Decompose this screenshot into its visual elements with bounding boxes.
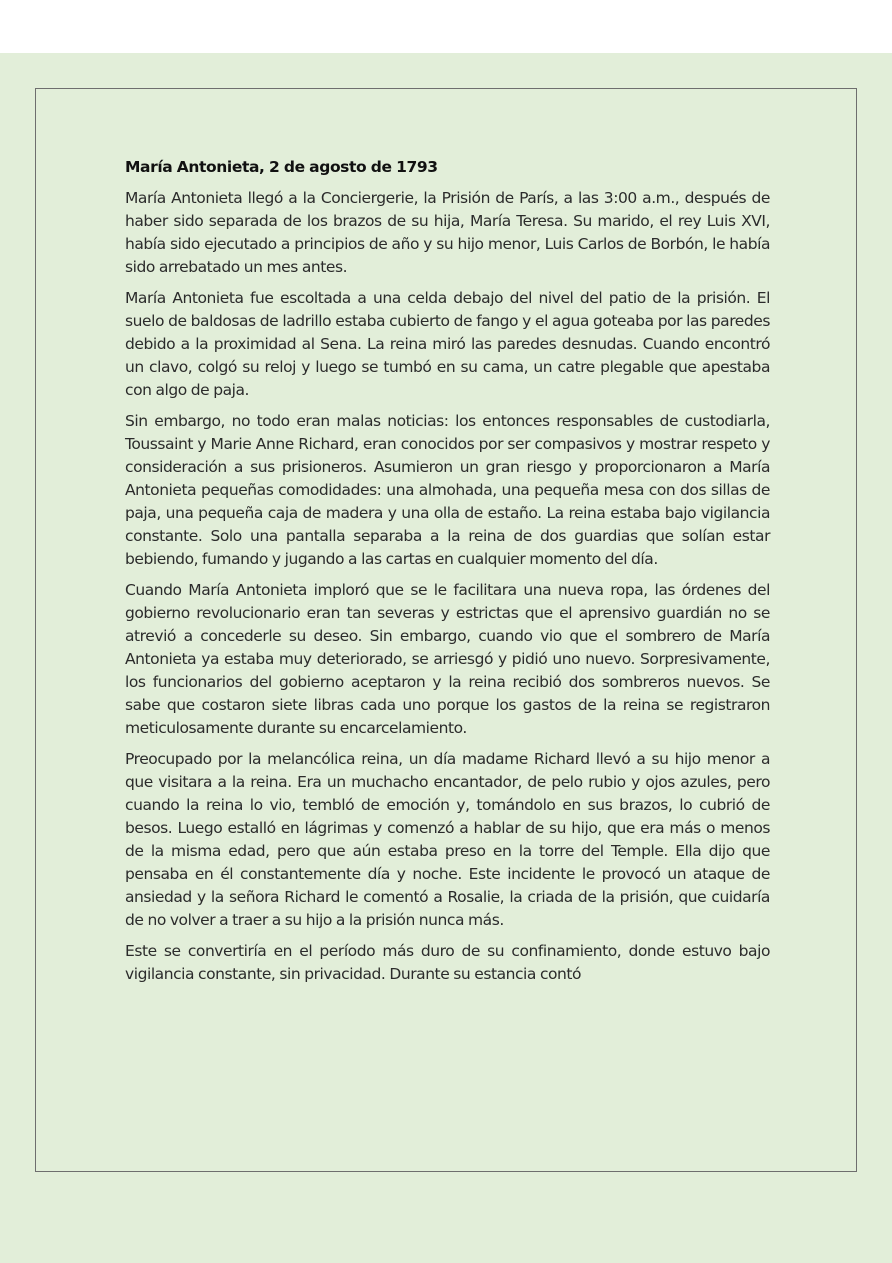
document-title: María Antonieta, 2 de agosto de 1793 bbox=[125, 158, 438, 176]
paragraph-6: Este se convertiría en el período más duro de su confinamiento, donde estuvo bajo vigilancia constante, sin privacidad. Durante su estancia contó bbox=[125, 942, 770, 983]
paragraph-3: Sin embargo, no todo eran malas noticias: los entonces responsables de custodiarla, Toussaint y Marie Anne Richard, eran conocidos por ser compasivos y mostrar respeto y consideración a sus prisioneros. Asumieron un gran riesgo y proporcionaron a María Antonieta pequeñas comodidades: una almohada, una pequeña mesa con dos sillas de paja, una pequeña caja de madera y una olla de estaño. La reina estaba bajo vigilancia constante. Solo una pantalla separaba a la reina de dos guardias que solían estar bebiendo, fumando y jugando a las cartas en cualquier momento del día. bbox=[125, 412, 770, 568]
paragraph-2: María Antonieta fue escoltada a una celda debajo del nivel del patio de la prisión. El suelo de baldosas de ladrillo estaba cubierto de fango y el agua goteaba por las paredes debido a la proximidad al Sena. La reina miró las paredes desnudas. Cuando encontró un clavo, colgó su reloj y luego se tumbó en su cama, un catre plegable que apestaba con algo de paja. bbox=[125, 289, 770, 399]
paragraph-1: María Antonieta llegó a la Conciergerie, la Prisión de París, a las 3:00 a.m., después de haber sido separada de los brazos de su hija, María Teresa. Su marido, el rey Luis XVI, había sido ejecutado a principios de año y su hijo menor, Luis Carlos de Borbón, le había sido arrebatado un mes antes. bbox=[125, 189, 770, 276]
paragraph-4: Cuando María Antonieta imploró que se le facilitara una nueva ropa, las órdenes del gobierno revolucionario eran tan severas y estrictas que el aprensivo guardián no se atrevió a concederle su deseo. Sin embargo, cuando vio que el sombrero de María Antonieta ya estaba muy deteriorado, se arriesgó y pidió uno nuevo. Sorpresivamente, los funcionarios del gobierno aceptaron y la reina recibió dos sombreros nuevos. Se sabe que costaron siete libras cada uno porque los gastos de la reina se registraron meticulosamente durante su encarcelamiento. bbox=[125, 581, 770, 737]
paragraph-5: Preocupado por la melancólica reina, un día madame Richard llevó a su hijo menor a que visitara a la reina. Era un muchacho encantador, de pelo rubio y ojos azules, pero cuando la reina lo vio, tembló de emoción y, tomándolo en sus brazos, lo cubrió de besos. Luego estalló en lágrimas y comenzó a hablar de su hijo, que era más o menos de la misma edad, pero que aún estaba preso en la torre del Temple. Ella dijo que pensaba en él constantemente día y noche. Este incidente le provocó un ataque de ansiedad y la señora Richard le comentó a Rosalie, la criada de la prisión, que cuidaría de no volver a traer a su hijo a la prisión nunca más. bbox=[125, 750, 770, 929]
document-body bbox=[125, 156, 770, 994]
